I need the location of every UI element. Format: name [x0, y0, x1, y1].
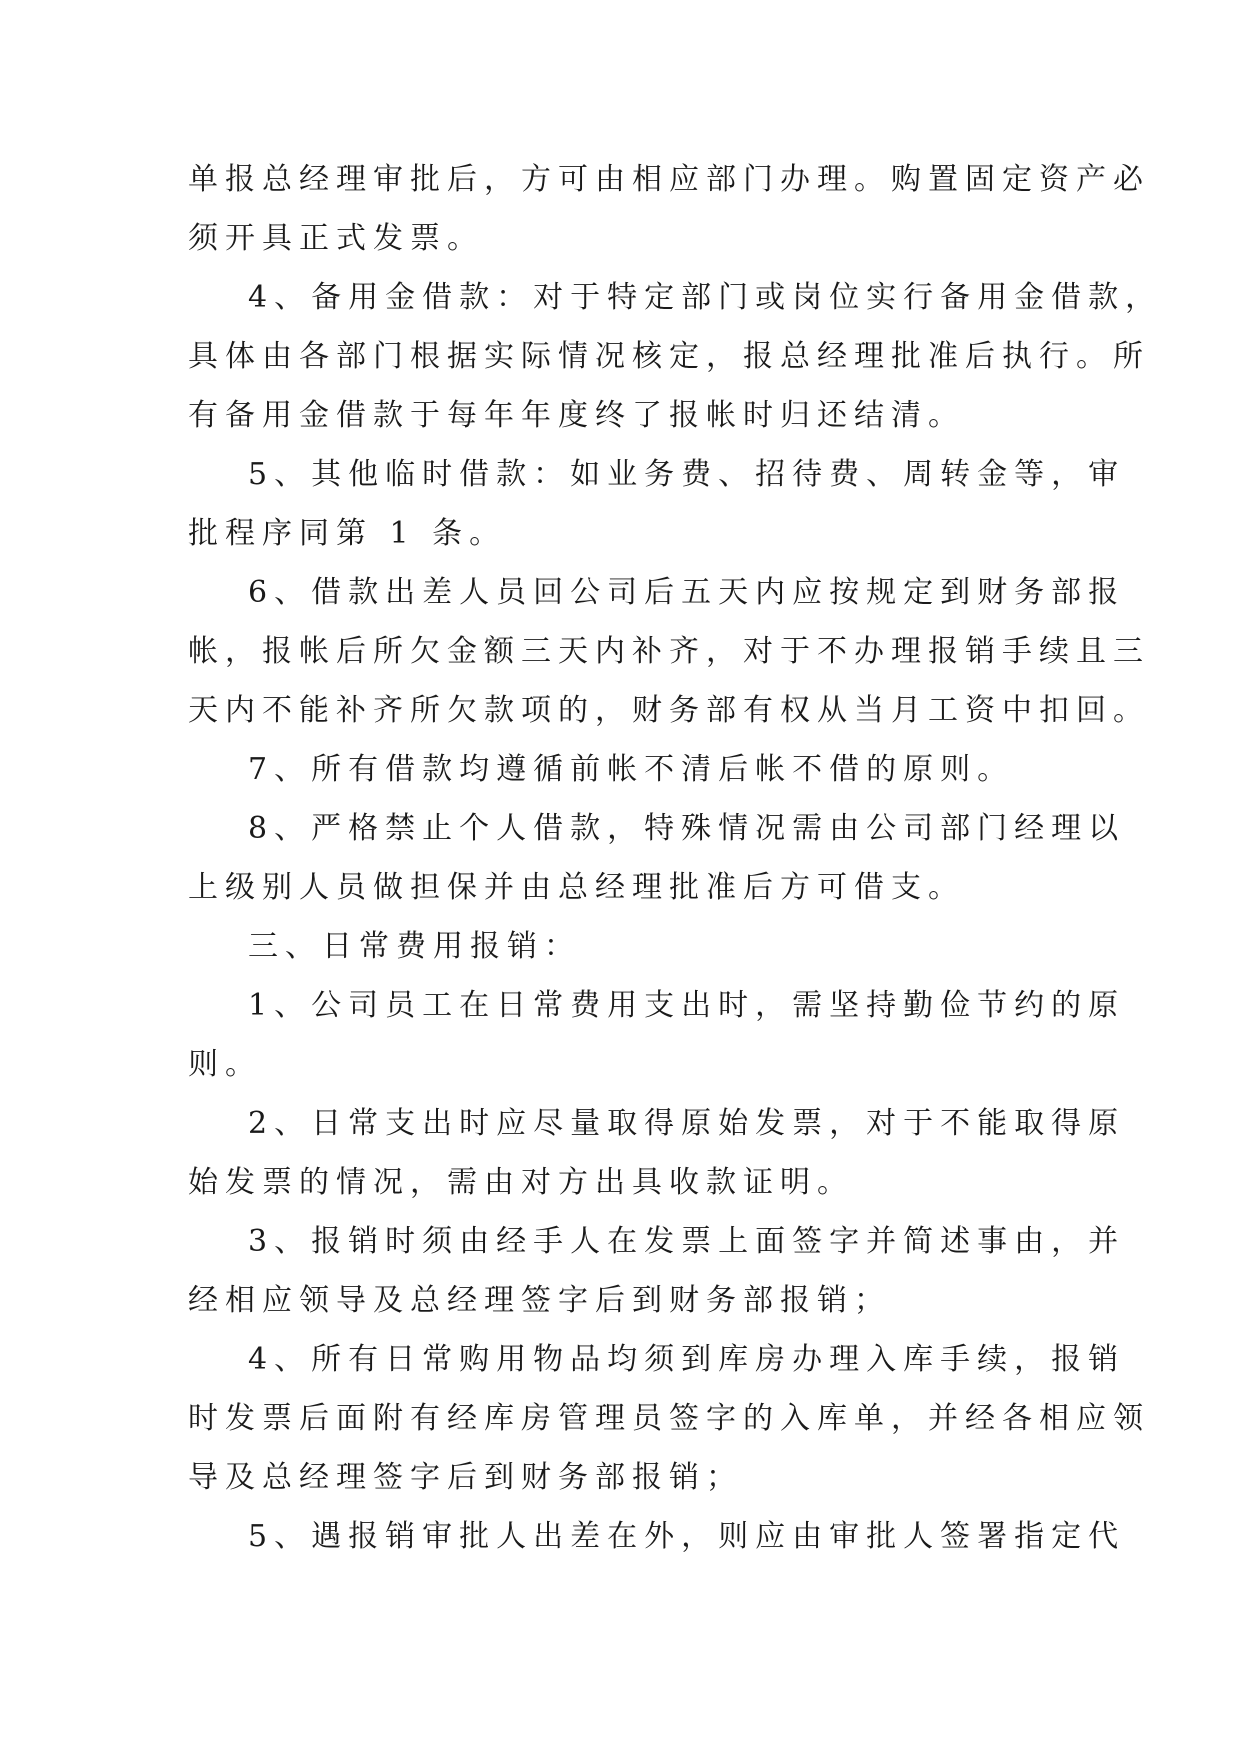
- text-line: 4、备用金借款：对于特定部门或岗位实行备用金借款，: [248, 280, 1163, 315]
- text-line: 6、借款出差人员回公司后五天内应按规定到财务部报: [248, 575, 1126, 610]
- text-line: 则。: [188, 1047, 262, 1082]
- text-line: 单报总经理审批后，方可由相应部门办理。购置固定资产必: [188, 162, 1150, 197]
- text-line: 导及总经理签字后到财务部报销；: [188, 1460, 743, 1495]
- text-line: 须开具正式发票。: [188, 221, 484, 256]
- text-line: 时发票后面附有经库房管理员签字的入库单，并经各相应领: [188, 1401, 1150, 1436]
- document-body: [188, 150, 1163, 1566]
- text-line: 4、所有日常购用物品均须到库房办理入库手续，报销: [248, 1342, 1126, 1377]
- text-line: 3、报销时须由经手人在发票上面签字并简述事由，并: [248, 1224, 1126, 1259]
- section-heading: 三、日常费用报销：: [248, 929, 581, 964]
- text-line: 帐，报帐后所欠金额三天内补齐，对于不办理报销手续且三: [188, 634, 1150, 669]
- text-line: 有备用金借款于每年年度终了报帐时归还结清。: [188, 398, 965, 433]
- text-line: 5、遇报销审批人出差在外，则应由审批人签署指定代: [248, 1519, 1126, 1554]
- text-line: 7、所有借款均遵循前帐不清后帐不借的原则。: [248, 752, 1015, 787]
- text-line: 1、公司员工在日常费用支出时，需坚持勤俭节约的原: [248, 988, 1126, 1023]
- text-line: 5、其他临时借款：如业务费、招待费、周转金等，审: [248, 457, 1126, 492]
- text-line: 8、严格禁止个人借款，特殊情况需由公司部门经理以: [248, 811, 1126, 846]
- text-line: 上级别人员做担保并由总经理批准后方可借支。: [188, 870, 965, 905]
- text-line: 始发票的情况，需由对方出具收款证明。: [188, 1165, 854, 1200]
- text-line: 具体由各部门根据实际情况核定，报总经理批准后执行。所: [188, 339, 1150, 374]
- text-line: 天内不能补齐所欠款项的，财务部有权从当月工资中扣回。: [188, 693, 1150, 728]
- text-line: 2、日常支出时应尽量取得原始发票，对于不能取得原: [248, 1106, 1126, 1141]
- text-line: 批程序同第 1 条。: [188, 516, 507, 551]
- text-line: 经相应领导及总经理签字后到财务部报销；: [188, 1283, 891, 1318]
